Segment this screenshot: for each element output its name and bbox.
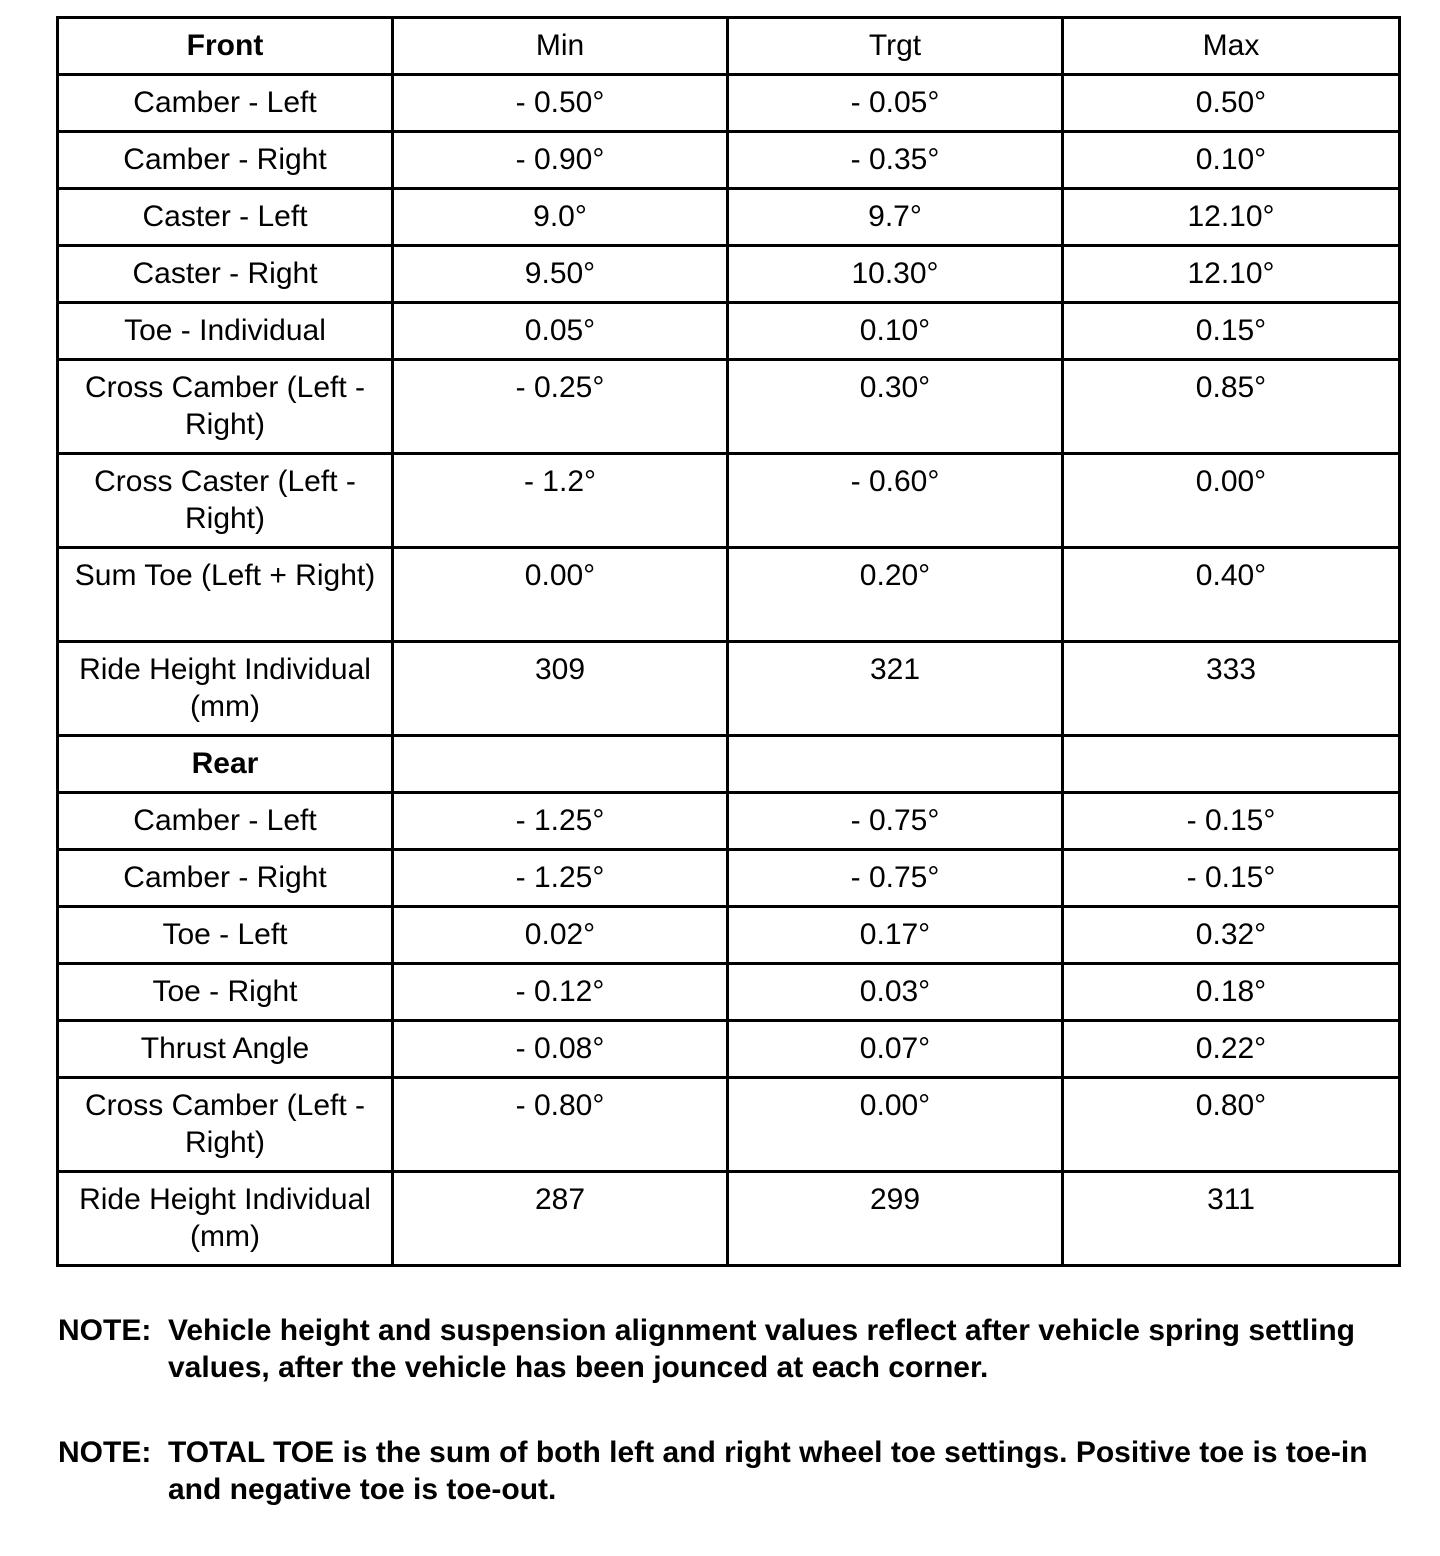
row-label: Thrust Angle bbox=[58, 1021, 393, 1078]
target-value: 0.07° bbox=[728, 1021, 1063, 1078]
target-value: 0.00° bbox=[728, 1078, 1063, 1172]
max-value: 311 bbox=[1063, 1172, 1400, 1266]
max-value: 0.40° bbox=[1063, 548, 1400, 642]
table-row bbox=[58, 793, 1400, 850]
table-row bbox=[58, 642, 1400, 736]
target-value: 0.10° bbox=[728, 303, 1063, 360]
min-value: - 0.08° bbox=[393, 1021, 728, 1078]
target-value: 0.20° bbox=[728, 548, 1063, 642]
target-value: - 0.05° bbox=[728, 75, 1063, 132]
target-value: 10.30° bbox=[728, 246, 1063, 303]
min-value: - 1.25° bbox=[393, 793, 728, 850]
min-value: 9.0° bbox=[393, 189, 728, 246]
max-value: 333 bbox=[1063, 642, 1400, 736]
alignment-spec-table bbox=[56, 16, 1401, 1267]
target-value: - 0.75° bbox=[728, 850, 1063, 907]
empty-cell bbox=[728, 736, 1063, 793]
target-value: 0.17° bbox=[728, 907, 1063, 964]
table-row bbox=[58, 548, 1400, 642]
table-row bbox=[58, 360, 1400, 454]
target-value: - 0.75° bbox=[728, 793, 1063, 850]
max-value: - 0.15° bbox=[1063, 793, 1400, 850]
target-column-header: Trgt bbox=[728, 18, 1063, 75]
row-label: Ride Height Individual (mm) bbox=[58, 1172, 393, 1266]
row-label: Caster - Right bbox=[58, 246, 393, 303]
note-text: TOTAL TOE is the sum of both left and right wheel toe settings. Positive toe is toe-in and negative toe is toe-out. bbox=[168, 1436, 1368, 1506]
table-row bbox=[58, 454, 1400, 548]
target-value: 0.30° bbox=[728, 360, 1063, 454]
table-row bbox=[58, 1078, 1400, 1172]
min-column-header: Min bbox=[393, 18, 728, 75]
target-value: - 0.35° bbox=[728, 132, 1063, 189]
row-label: Camber - Right bbox=[58, 850, 393, 907]
min-value: - 1.2° bbox=[393, 454, 728, 548]
row-label: Camber - Right bbox=[58, 132, 393, 189]
empty-cell bbox=[393, 736, 728, 793]
max-value: - 0.15° bbox=[1063, 850, 1400, 907]
note-label: NOTE: bbox=[58, 1314, 152, 1347]
min-value: - 1.25° bbox=[393, 850, 728, 907]
max-value: 0.22° bbox=[1063, 1021, 1400, 1078]
row-label: Camber - Left bbox=[58, 793, 393, 850]
max-value: 0.18° bbox=[1063, 964, 1400, 1021]
min-value: 0.05° bbox=[393, 303, 728, 360]
note-spring-settling bbox=[58, 1312, 1398, 1386]
row-label: Cross Caster (Left - Right) bbox=[58, 454, 393, 548]
min-value: 0.00° bbox=[393, 548, 728, 642]
min-value: 0.02° bbox=[393, 907, 728, 964]
row-label: Caster - Left bbox=[58, 189, 393, 246]
row-label: Toe - Right bbox=[58, 964, 393, 1021]
row-label: Toe - Individual bbox=[58, 303, 393, 360]
front-header-row bbox=[58, 18, 1400, 75]
table-row bbox=[58, 850, 1400, 907]
table-row bbox=[58, 246, 1400, 303]
max-value: 0.32° bbox=[1063, 907, 1400, 964]
target-value: 0.03° bbox=[728, 964, 1063, 1021]
table-row bbox=[58, 189, 1400, 246]
table-row bbox=[58, 1021, 1400, 1078]
max-value: 0.50° bbox=[1063, 75, 1400, 132]
max-value: 0.85° bbox=[1063, 360, 1400, 454]
min-value: - 0.90° bbox=[393, 132, 728, 189]
row-label: Toe - Left bbox=[58, 907, 393, 964]
target-value: 9.7° bbox=[728, 189, 1063, 246]
table-row bbox=[58, 132, 1400, 189]
table-row bbox=[58, 1172, 1400, 1266]
table-row bbox=[58, 907, 1400, 964]
max-value: 0.80° bbox=[1063, 1078, 1400, 1172]
rear-header-row bbox=[58, 736, 1400, 793]
empty-cell bbox=[1063, 736, 1400, 793]
max-value: 0.00° bbox=[1063, 454, 1400, 548]
note-total-toe bbox=[58, 1434, 1398, 1508]
target-value: 299 bbox=[728, 1172, 1063, 1266]
min-value: - 0.50° bbox=[393, 75, 728, 132]
row-label: Cross Camber (Left - Right) bbox=[58, 360, 393, 454]
row-label: Ride Height Individual (mm) bbox=[58, 642, 393, 736]
min-value: - 0.80° bbox=[393, 1078, 728, 1172]
row-label: Sum Toe (Left + Right) bbox=[58, 548, 393, 642]
min-value: 309 bbox=[393, 642, 728, 736]
min-value: 9.50° bbox=[393, 246, 728, 303]
notes-section bbox=[58, 1312, 1398, 1556]
max-column-header: Max bbox=[1063, 18, 1400, 75]
row-label: Cross Camber (Left - Right) bbox=[58, 1078, 393, 1172]
table-row bbox=[58, 75, 1400, 132]
min-value: - 0.12° bbox=[393, 964, 728, 1021]
note-text: Vehicle height and suspension alignment values reflect after vehicle spring settling values, after the vehicle has been jounced at each corner. bbox=[168, 1314, 1355, 1384]
rear-section-label: Rear bbox=[58, 736, 393, 793]
min-value: 287 bbox=[393, 1172, 728, 1266]
table-row bbox=[58, 303, 1400, 360]
note-label: NOTE: bbox=[58, 1436, 152, 1469]
max-value: 0.10° bbox=[1063, 132, 1400, 189]
max-value: 12.10° bbox=[1063, 246, 1400, 303]
max-value: 12.10° bbox=[1063, 189, 1400, 246]
front-section-label: Front bbox=[58, 18, 393, 75]
min-value: - 0.25° bbox=[393, 360, 728, 454]
target-value: 321 bbox=[728, 642, 1063, 736]
row-label: Camber - Left bbox=[58, 75, 393, 132]
table-row bbox=[58, 964, 1400, 1021]
max-value: 0.15° bbox=[1063, 303, 1400, 360]
target-value: - 0.60° bbox=[728, 454, 1063, 548]
